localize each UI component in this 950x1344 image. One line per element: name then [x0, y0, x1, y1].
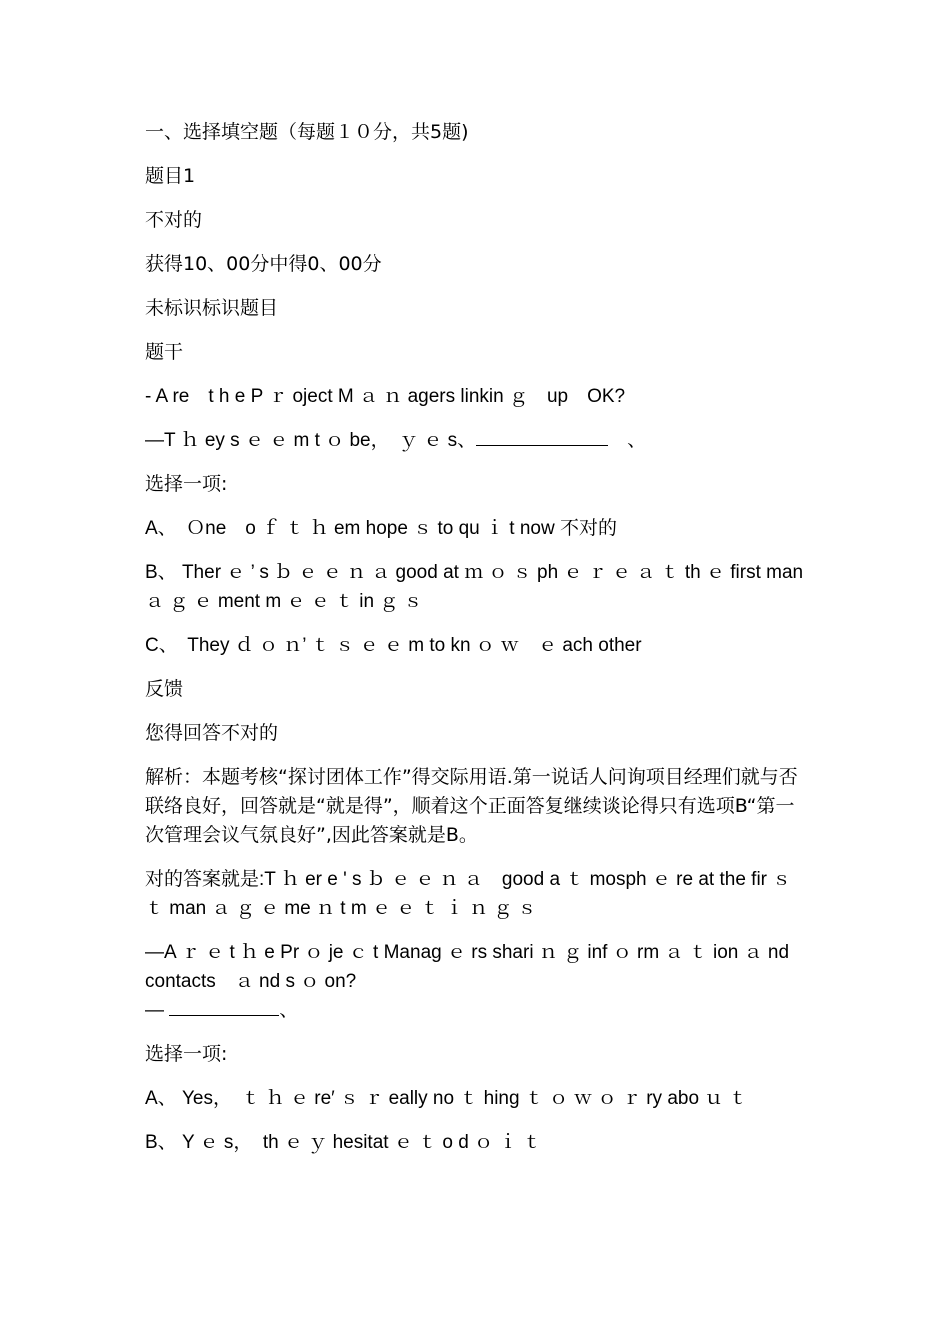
- question-2-stem-line-2: [145, 996, 810, 1025]
- option-a[interactable]: A、 Ｏne o ｆ ｔ ｈ em hope ｓ to qu ｉ t now 不对的: [145, 518, 617, 539]
- question-label: 题目1: [145, 165, 196, 187]
- q2-line-2-suffix: 、: [279, 1000, 299, 1021]
- correct-answer: 对的答案就是:T ｈ er e ' s ｂ ｅ ｅ ｎ ａ good a ｔ mosph ｅ re at the fir ｓ ｔ man ａ ｇ ｅ me ｎ t m ｅ ｅ ｔ ｉ ｎ ｇ ｓ: [145, 869, 797, 919]
- stem-label: 题干: [145, 341, 184, 363]
- flag-question-link[interactable]: 未标识标识题目: [145, 297, 279, 319]
- answer-blank: [169, 997, 279, 1016]
- question-score: 获得10、00分中得0、00分: [145, 253, 382, 275]
- question-2-stem-line-1: —A ｒ ｅ t ｈ e Pr ｏ je ｃ t Manag ｅ rs shari ｎ ｇ inf ｏ rm ａ ｔ ion ａ nd contacts ａ nd s ｏ on?: [145, 942, 795, 992]
- feedback-label: 反馈: [145, 678, 184, 700]
- feedback-analysis: 解析：本题考核“探讨团体工作”得交际用语.第一说话人问询项目经理们就与否联络良好，回答就是“就是得”，顺着这个正面答复继续谈论得只有选项B“第一次管理会议气氛良好”,因此答案就是B。: [145, 766, 798, 846]
- choose-one-label-2: 选择一项:: [145, 1043, 228, 1065]
- question-stem-line-2: [145, 426, 810, 455]
- document-page: [145, 118, 810, 1172]
- option-b[interactable]: B、 Ther ｅ ’ s ｂ ｅ ｅ ｎ ａ good at ｍ ｏ ｓ ph ｅ ｒ ｅ ａ ｔ th ｅ first man ａ ｇ ｅ ment m ｅ ｅ ｔ in ｇ ｓ: [145, 562, 809, 612]
- choose-one-label: 选择一项:: [145, 473, 228, 495]
- option-c[interactable]: C、 They ｄ ｏ ｎ’ ｔ ｓ ｅ ｅ m to kn ｏ ｗ ｅ ach other: [145, 635, 642, 656]
- question-status: 不对的: [145, 209, 203, 231]
- answer-blank: [476, 427, 608, 446]
- section-heading: 一、选择填空题（每题１０分，共5题): [145, 121, 469, 143]
- stem-line-2-suffix: 、: [608, 430, 647, 451]
- question-stem-line-1: - A re t h e P ｒ oject M ａ ｎ agers linkin ｇ up OK?: [145, 386, 626, 407]
- q2-option-a[interactable]: A、 Yes， ｔ ｈ ｅ re′ ｓ ｒ eally no ｔ hing ｔ ｏ ｗ ｏ ｒ ry abo ｕ ｔ: [145, 1088, 748, 1109]
- stem-line-2-prefix: —T ｈ ey s ｅ ｅ m t ｏ be， ｙ ｅ s、: [145, 430, 477, 451]
- q2-option-b[interactable]: B、 Y ｅ s， th ｅ ｙ hesitat ｅ ｔ o d ｏ ｉ ｔ: [145, 1132, 542, 1153]
- feedback-result: 您得回答不对的: [145, 722, 279, 744]
- q2-line-2-prefix: —: [145, 1000, 170, 1021]
